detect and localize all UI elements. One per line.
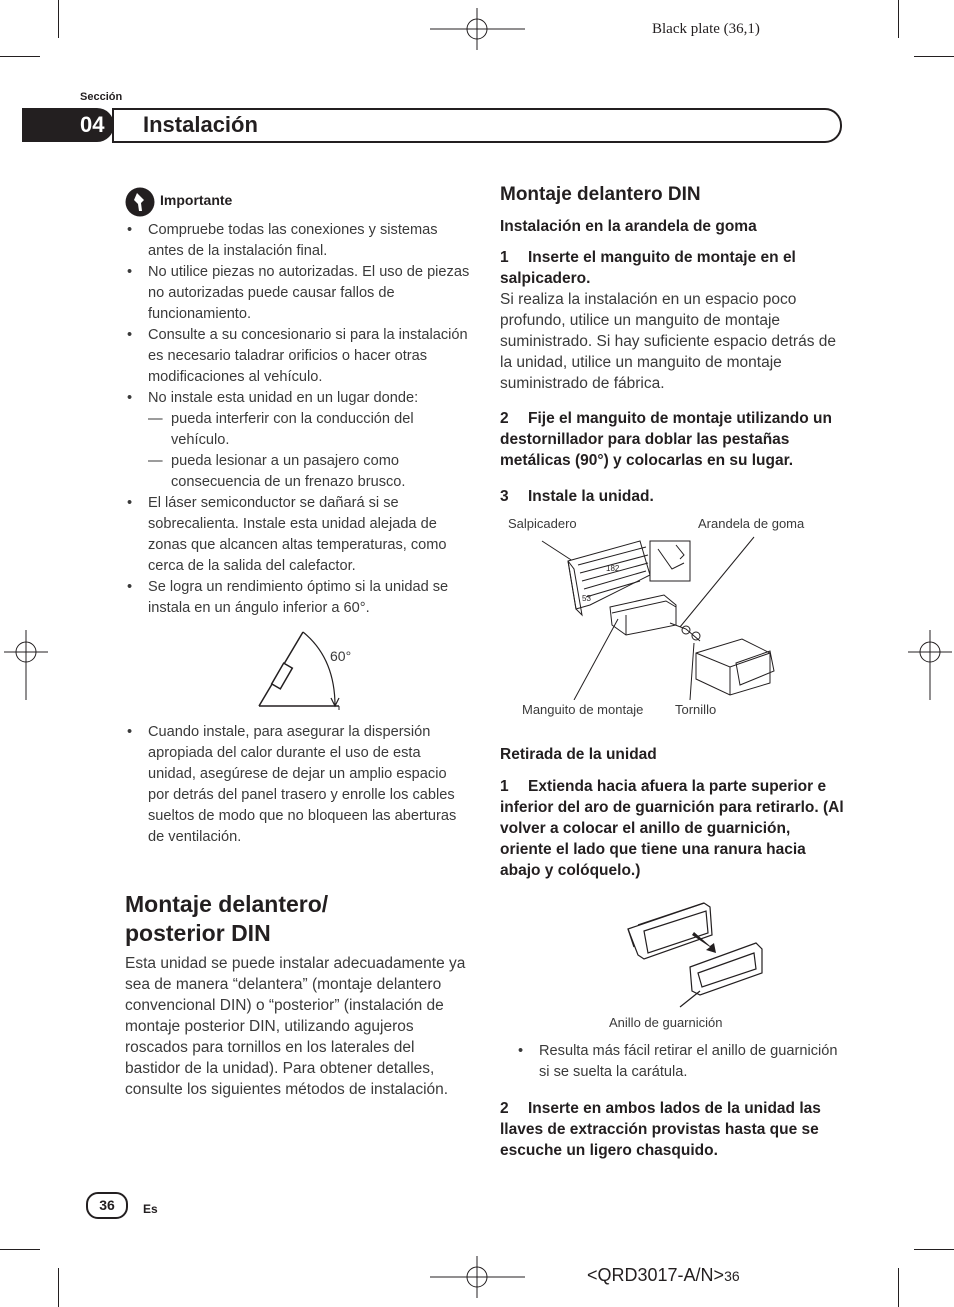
removal-step-2	[500, 1098, 845, 1161]
step-2	[500, 408, 845, 471]
step-number: 1	[500, 249, 509, 266]
step-1	[500, 247, 845, 394]
front-din-subheading: Instalación en la arandela de goma	[500, 218, 757, 235]
language-code: Es	[143, 1202, 158, 1216]
step-body: Si realiza la instalación en un espacio poco profundo, utilice un manguito de montaje suministrado. Si hay suficiente espacio detrás de la unidad, utilice un manguito de montaje suministrado de fábrica.	[500, 291, 837, 392]
crop-mark	[0, 1249, 40, 1250]
list-item: • Cuando instale, para asegurar la dispersión apropiada del calor durante el uso de esta unidad, asegúrese de dejar un amplio espacio por detrás del panel trasero y enrolle los cables sueltos de modo que no bloqueen las aberturas de ventilación.	[125, 722, 470, 848]
crop-mark	[58, 0, 59, 38]
list-item: • No utilice piezas no autorizadas. El uso de piezas no autorizadas puede causar fallos de funcionamiento.	[125, 262, 470, 325]
removal-heading: Retirada de la unidad	[500, 746, 657, 763]
figure-label-salpicadero: Salpicadero	[508, 516, 577, 531]
section-title: Instalación	[143, 112, 258, 137]
front-din-heading: Montaje delantero DIN	[500, 184, 701, 205]
figure-label-tornillo: Tornillo	[675, 702, 717, 717]
dim-182: 182	[606, 564, 620, 573]
page-number: 36	[86, 1192, 128, 1219]
document-code-text: <QRD3017-A/N>	[587, 1265, 725, 1285]
dim-53: 53	[582, 594, 591, 603]
plate-label: Black plate (36,1)	[652, 21, 760, 37]
registration-mark-right	[908, 630, 952, 700]
removal-bullets	[500, 1041, 845, 1083]
section-label: Sección	[80, 91, 123, 103]
step-3	[500, 486, 845, 507]
step-text: Instale la unidad.	[528, 488, 654, 505]
step-text: Inserte en ambos lados de la unidad las llaves de extracción provistas hasta que se escuche un ligero chasquido.	[500, 1100, 821, 1159]
step-number: 3	[500, 488, 509, 505]
step-text: Inserte el manguito de montaje en el salpicadero.	[500, 249, 796, 287]
important-list	[125, 220, 470, 619]
list-item: — pueda lesionar a un pasajero como consecuencia de un frenazo brusco.	[148, 451, 470, 493]
document-code-page: 36	[724, 1268, 740, 1284]
heading-line: Montaje delantero/	[125, 891, 329, 917]
crop-mark	[898, 0, 899, 38]
figure-label-manguito: Manguito de montaje	[522, 702, 644, 717]
important-label: Importante	[160, 192, 233, 208]
installation-diagram	[500, 535, 800, 700]
angle-label: 60°	[330, 648, 352, 664]
crop-mark	[914, 1249, 954, 1250]
list-item: • Consulte a su concesionario si para la instalación es necesario taladrar orificios o hacer otras modificaciones al vehículo.	[125, 325, 470, 388]
step-number: 2	[500, 1100, 509, 1117]
important-list-2	[125, 722, 470, 848]
important-icon	[125, 187, 155, 217]
figure-label-arandela: Arandela de goma	[698, 516, 805, 531]
list-item: • No instale esta unidad en un lugar donde:	[125, 388, 470, 409]
angle-diagram	[255, 628, 365, 710]
list-item: • Resulta más fácil retirar el anillo de guarnición si se suelta la carátula.	[516, 1041, 845, 1083]
list-item: • El láser semiconductor se dañará si se sobrecalienta. Instale esta unidad alejada de zonas que alcancen altas temperaturas, como cerca de la salida del calefactor.	[125, 493, 470, 577]
list-item: • Compruebe todas las conexiones y sistemas antes de la instalación final.	[125, 220, 470, 262]
front-rear-heading	[125, 890, 470, 948]
crop-mark	[0, 56, 40, 57]
registration-mark-bottom	[430, 1256, 525, 1298]
step-text: Fije el manguito de montaje utilizando un destornillador para doblar las pestañas metálicas (90°) y colocarlas en su lugar.	[500, 410, 832, 469]
figure-label-anillo: Anillo de guarnición	[609, 1015, 723, 1030]
list-item: • Se logra un rendimiento óptimo si la unidad se instala en un ángulo inferior a 60°.	[125, 577, 470, 619]
document-code	[587, 1265, 740, 1286]
front-rear-body: Esta unidad se puede instalar adecuadamente ya sea de manera “delantera” (montaje delantero convencional DIN) o “posterior” (instalación de montaje posterior DIN, utilizando agujeros roscados para tornillos en los laterales del bastidor de la unidad). Para obtener detalles, consulte los siguientes métodos de instalación.	[125, 955, 466, 1098]
crop-mark	[898, 1268, 899, 1307]
registration-mark-left	[4, 630, 48, 700]
trim-ring-diagram	[620, 895, 770, 1015]
removal-step-1	[500, 776, 845, 881]
registration-mark-top	[430, 8, 525, 50]
crop-mark	[914, 56, 954, 57]
heading-line: posterior DIN	[125, 920, 271, 946]
step-text: Extienda hacia afuera la parte superior e inferior del aro de guarnición para retirarlo. (Al volver a colocar el anillo de guarnición, oriente el lado que tiene una ranura hacia abajo y colóquelo.)	[500, 778, 844, 879]
step-number: 2	[500, 410, 509, 427]
list-item: — pueda interferir con la conducción del vehículo.	[148, 409, 470, 451]
step-number: 1	[500, 778, 509, 795]
section-number: 04	[22, 108, 114, 142]
crop-mark	[58, 1268, 59, 1307]
